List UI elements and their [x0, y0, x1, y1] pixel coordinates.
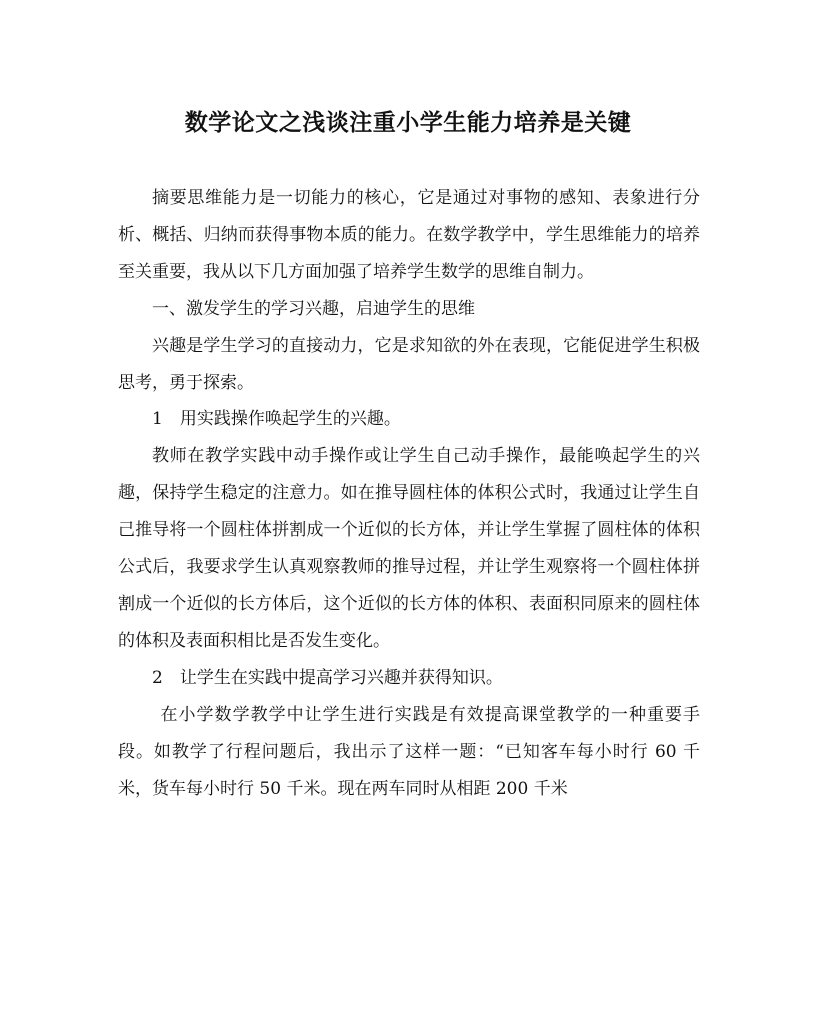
document-body	[118, 180, 700, 807]
subheading-2: 2 让学生在实践中提高学习兴趣并获得知识。	[152, 667, 503, 688]
paragraph-practice-teaching: 在小学数学教学中让学生进行实践是有效提高课堂教学的一种重要手段。如教学了行程问题后，我出示了这样一题：“已知客车每小时行 60 千米，货车每小时行 50 千米。现在两车同时从相距 200 千米	[118, 704, 700, 799]
subheading-1: 1 用实践操作唤起学生的兴趣。	[152, 409, 401, 430]
document-title: 数学论文之浅谈注重小学生能力培养是关键	[184, 109, 632, 136]
paragraph-practice-operation: 教师在教学实践中动手操作或让学生自己动手操作，最能唤起学生的兴趣，保持学生稳定的注意力。如在推导圆柱体的体积公式时，我通过让学生自己推导将一个圆柱体拼割成一个近似的长方体，并让学生掌握了圆柱体的体积公式后，我要求学生认真观察教师的推导过程，并让学生观察将一个圆柱体拼割成一个近似的长方体后，这个近似的长方体的体积、表面积同原来的圆柱体的体积及表面积相比是否发生变化。	[118, 446, 700, 651]
section-heading-1: 一、激发学生的学习兴趣，启迪学生的思维	[152, 298, 475, 319]
paragraph-interest: 兴趣是学生学习的直接动力，它是求知欲的外在表现，它能促进学生积极思考，勇于探索。	[118, 335, 700, 393]
paragraph-abstract: 摘要思维能力是一切能力的核心，它是通过对事物的感知、表象进行分析、概括、归纳而获得事物本质的能力。在数学教学中，学生思维能力的培养至关重要，我从以下几方面加强了培养学生数学的思维自制力。	[118, 188, 700, 282]
